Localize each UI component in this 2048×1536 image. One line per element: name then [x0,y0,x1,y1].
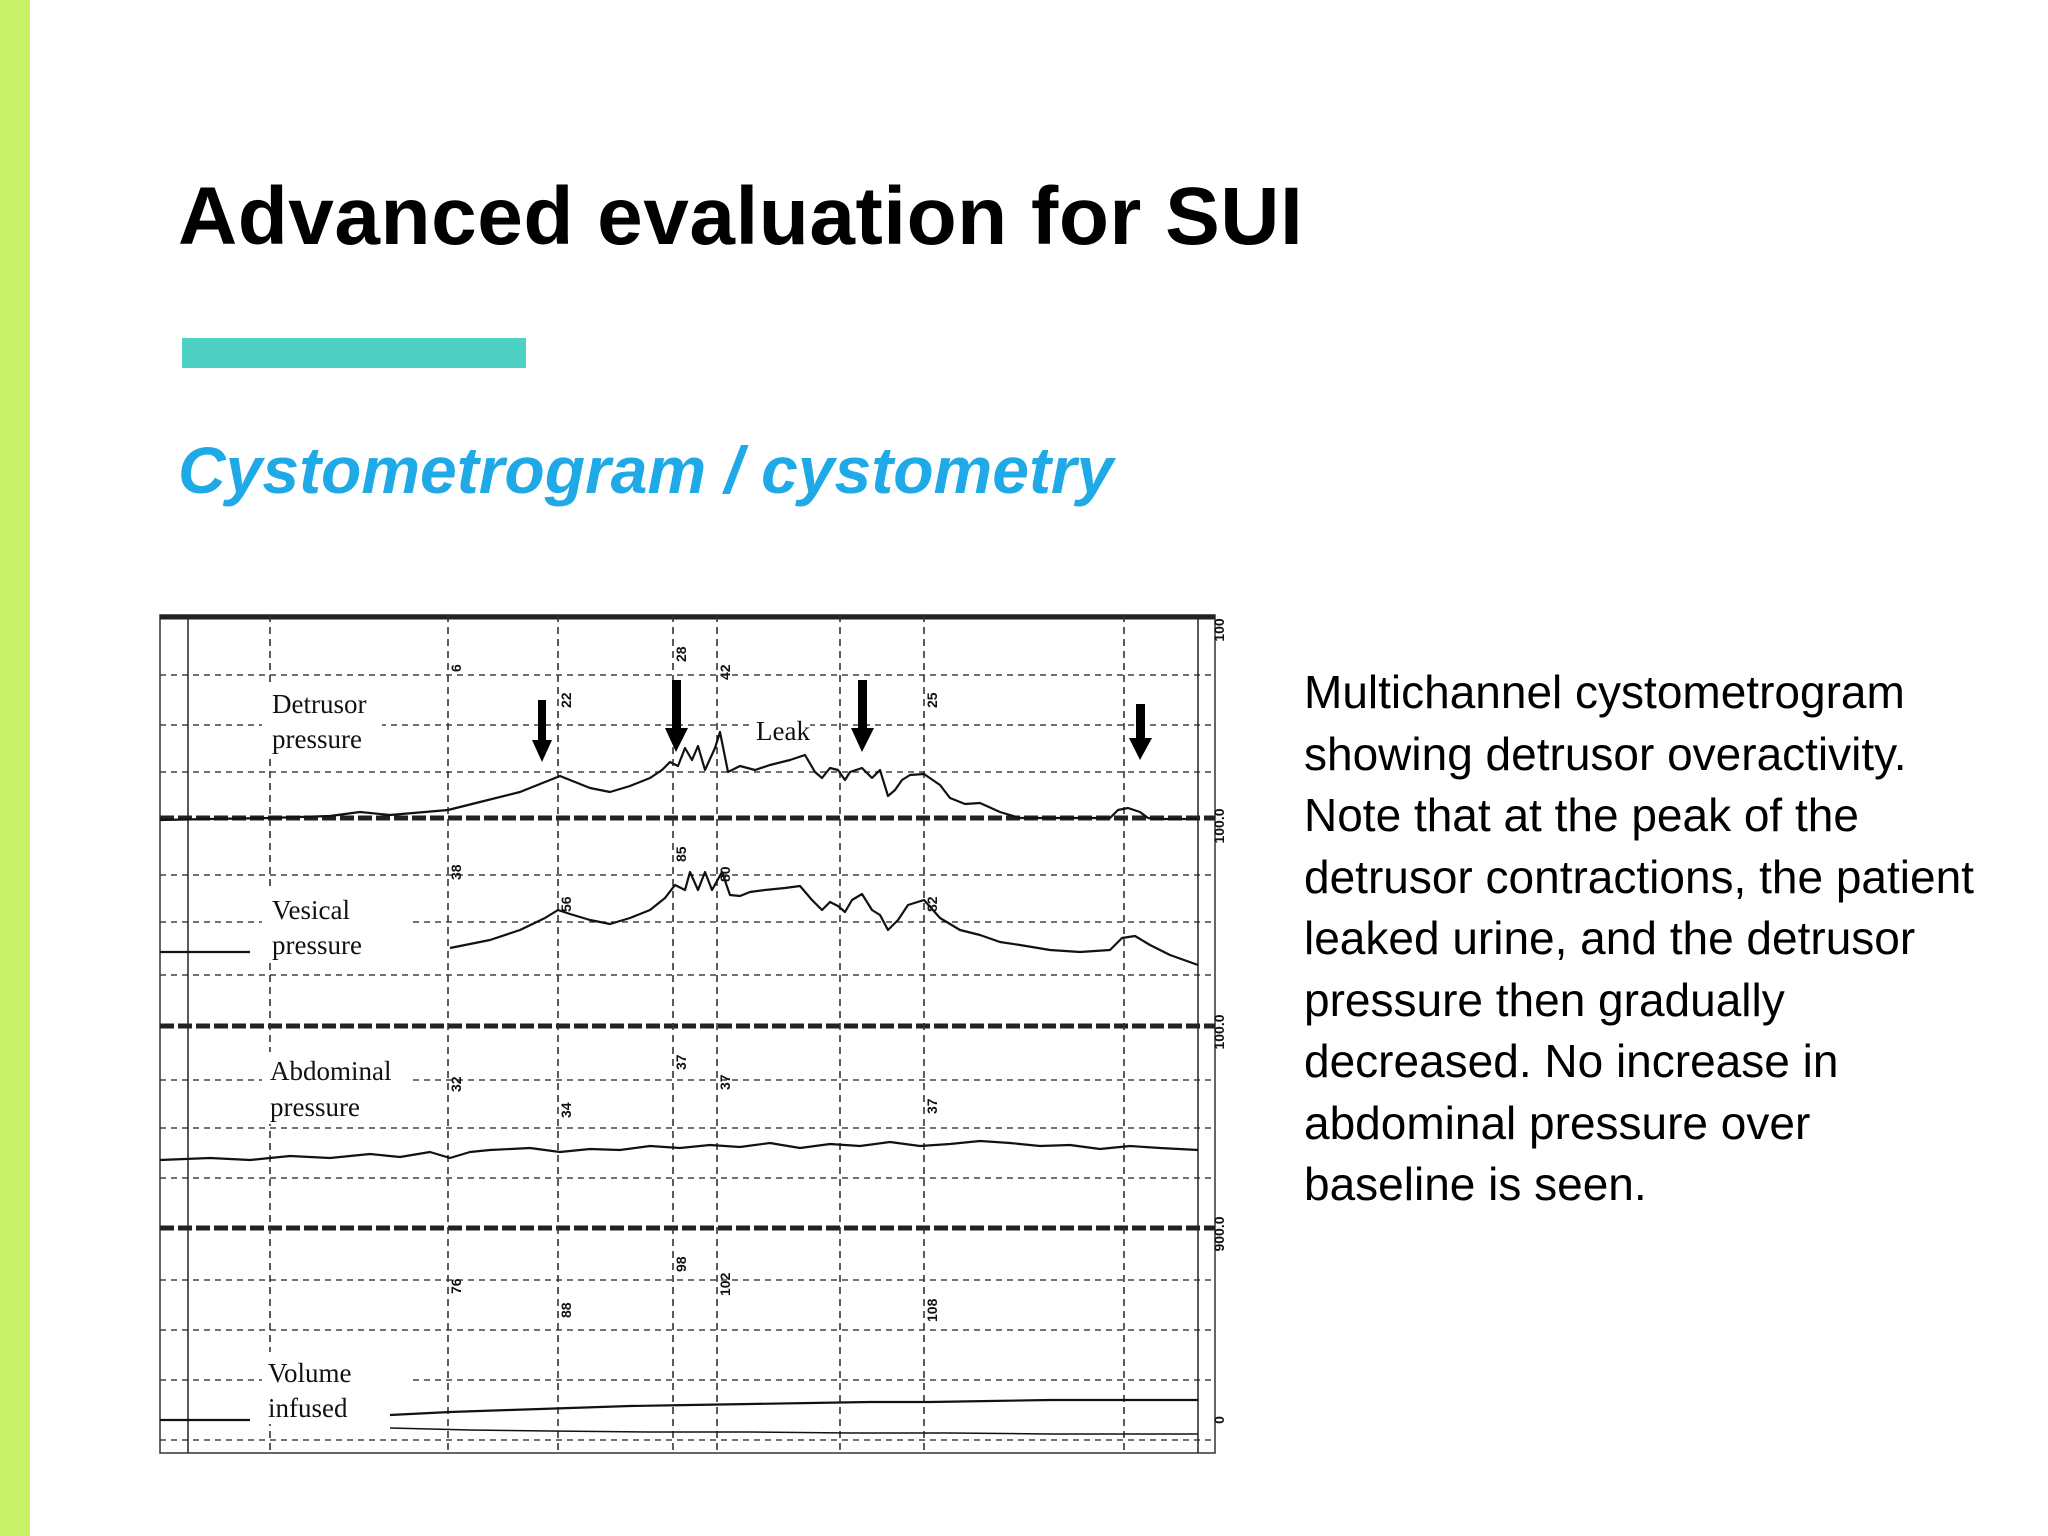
marker-value: 32 [448,1076,464,1092]
marker-value: 102 [717,1272,733,1296]
detrusor-label-line1: Detrusor [272,689,367,719]
marker-value: 42 [717,664,733,680]
marker-value: 22 [558,692,574,708]
marker-value: 38 [448,864,464,880]
cystometrogram-figure [150,600,1250,1470]
marker-value: 82 [924,896,940,912]
vesical-label-line1: Vesical [272,895,350,925]
marker-value: 6 [448,664,464,672]
volume-markers [448,1256,940,1322]
abdominal-markers [448,1054,940,1118]
slide-subtitle: Cystometrogram / cystometry [178,433,1114,507]
marker-value: 98 [673,1256,689,1272]
down-arrow-icon [851,680,874,752]
slide-title: Advanced evaluation for SUI [178,171,1304,262]
marker-value: 88 [558,1302,574,1318]
leak-label: Leak [756,716,810,746]
side-accent-bar [0,0,30,1536]
vesical-label-line2: pressure [272,930,362,960]
scale-detrusor: 100 [1211,618,1227,642]
vertical-grid [270,615,1124,1453]
scale-abdominal: 100.0 [1211,1014,1227,1050]
scale-zero: 0 [1211,1416,1227,1424]
marker-value: 34 [558,1102,574,1118]
abdominal-label-line1: Abdominal [270,1056,392,1086]
volume-label-line2: infused [268,1393,348,1423]
abdominal-label-line2: pressure [270,1092,360,1122]
figure-caption: Multichannel cystometrogram showing detrusor overactivity. Note that at the peak of the detrusor contractions, the patient leaked urine, and the detrusor pressure then gradually decreased. No increase in abdominal pressure over baseline is seen. [1304,666,1974,1210]
scale-volume: 900.0 [1211,1216,1227,1252]
scale-vesical: 100.0 [1211,808,1227,844]
marker-value: 25 [924,692,940,708]
marker-value: 80 [717,866,733,882]
down-arrow-icon [665,680,688,752]
marker-value: 108 [924,1298,940,1322]
marker-value: 85 [673,846,689,862]
down-arrow-icon [1129,704,1152,760]
marker-value: 37 [717,1074,733,1090]
marker-value: 76 [448,1278,464,1294]
volume-baseline-trace [390,1428,1198,1434]
cystometrogram-trace [150,600,1250,1470]
marker-value: 28 [673,646,689,662]
marker-value: 37 [673,1054,689,1070]
marker-value: 56 [558,896,574,912]
leak-arrows [532,680,1152,762]
marker-value: 37 [924,1098,940,1114]
volume-label-line1: Volume [268,1358,352,1388]
title-underline [182,338,526,368]
abdominal-pressure-trace [160,1141,1198,1160]
down-arrow-icon [532,700,552,762]
detrusor-label-line2: pressure [272,724,362,754]
